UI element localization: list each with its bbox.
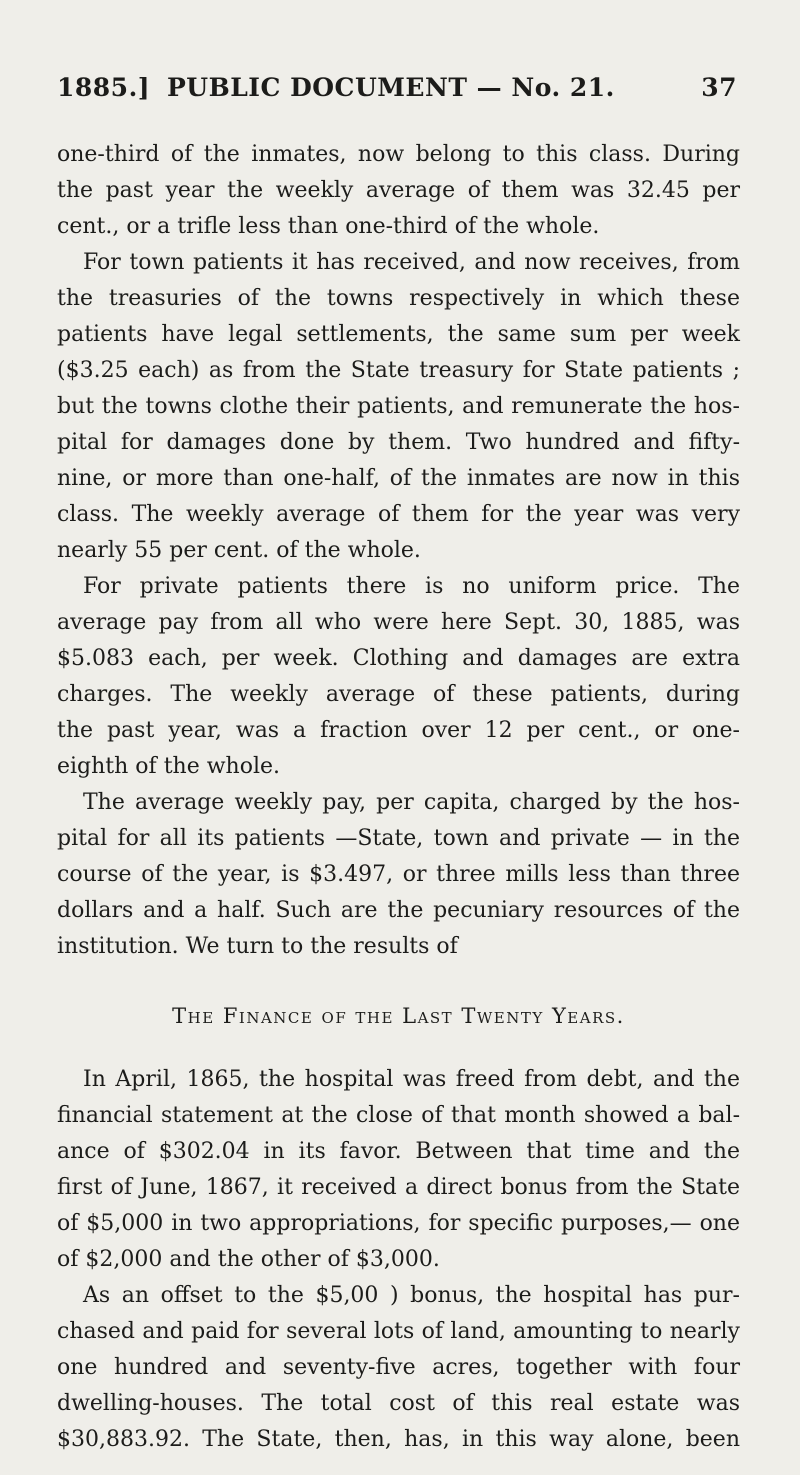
text-line: first of June, 1867, it received a direct bonus from the State <box>57 1175 740 1200</box>
text-line: the treasuries of the towns respectively in which these <box>57 286 740 311</box>
text-line: pital for damages done by them. Two hundred and fifty- <box>57 430 740 455</box>
text-line: the past year the weekly average of them was 32.45 per <box>57 178 740 203</box>
running-header <box>57 73 737 113</box>
header-title: PUBLIC DOCUMENT — No. 21. <box>167 73 615 102</box>
text-line: cent., or a trifle less than one-third of the whole. <box>57 214 600 239</box>
text-line: one-third of the inmates, now belong to this class. During <box>57 142 740 167</box>
text-line: financial statement at the close of that month showed a bal- <box>57 1103 740 1128</box>
text-line: of $2,000 and the other of $3,000. <box>57 1247 440 1272</box>
text-line: The average weekly pay, per capita, charged by the hos- <box>83 790 740 815</box>
text-line: $5.083 each, per week. Clothing and damages are extra <box>57 646 740 671</box>
text-line: ($3.25 each) as from the State treasury for State patients ; <box>57 358 740 383</box>
text-line: class. The weekly average of them for the year was very <box>57 502 740 527</box>
text-line: dollars and a half. Such are the pecuniary resources of the <box>57 898 740 923</box>
text-line: pital for all its patients —State, town and private — in the <box>57 826 740 851</box>
text-line: of $5,000 in two appropriations, for specific purposes,— one <box>57 1211 740 1236</box>
text-line: course of the year, is $3.497, or three mills less than three <box>57 862 740 887</box>
page-number: 37 <box>701 73 737 102</box>
text-line: but the towns clothe their patients, and remunerate the hos- <box>57 394 740 419</box>
text-line: For town patients it has received, and now receives, from <box>83 250 740 275</box>
text-line: the past year, was a fraction over 12 per cent., or one- <box>57 718 740 743</box>
text-line: institution. We turn to the results of <box>57 934 458 959</box>
text-line: dwelling-houses. The total cost of this real estate was <box>57 1391 740 1416</box>
text-line: For private patients there is no uniform price. The <box>83 574 740 599</box>
text-line: average pay from all who were here Sept. 30, 1885, was <box>57 610 740 635</box>
text-line: nearly 55 per cent. of the whole. <box>57 538 421 563</box>
text-line: nine, or more than one-half, of the inmates are now in this <box>57 466 740 491</box>
text-line: ance of $302.04 in its favor. Between that time and the <box>57 1139 740 1164</box>
text-line: $30,883.92. The State, then, has, in this way alone, been <box>57 1427 740 1452</box>
section-heading: The Finance of the Last Twenty Years. <box>172 1004 625 1028</box>
text-line: As an offset to the $5,00 ) bonus, the hospital has pur- <box>83 1283 740 1308</box>
text-line: patients have legal settlements, the same sum per week <box>57 322 740 347</box>
header-year: 1885.] <box>57 73 151 102</box>
text-line: eighth of the whole. <box>57 754 281 779</box>
text-line: In April, 1865, the hospital was freed from debt, and the <box>83 1067 740 1092</box>
text-line: one hundred and seventy-five acres, together with four <box>57 1355 740 1380</box>
text-line: charges. The weekly average of these patients, during <box>57 682 740 707</box>
text-line: chased and paid for several lots of land, amounting to nearly <box>57 1319 740 1344</box>
